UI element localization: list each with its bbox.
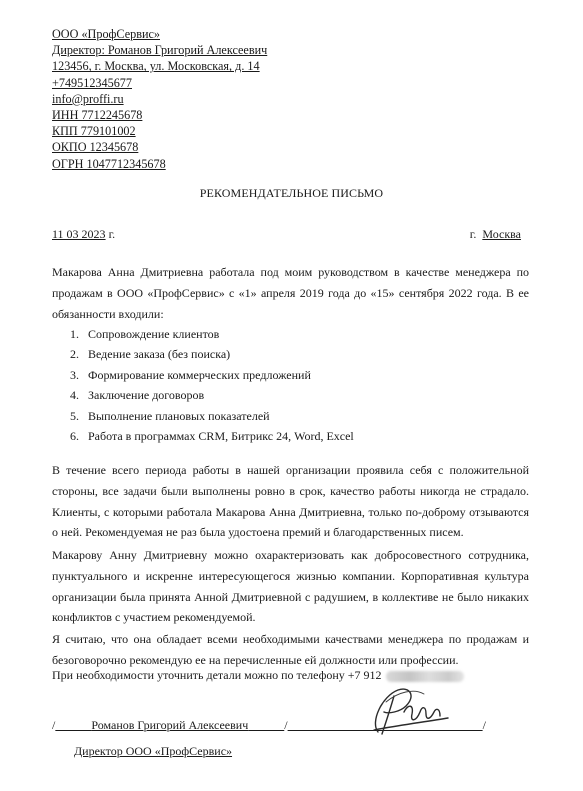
signatory-name: Романов Григорий Алексеевич [91, 718, 249, 732]
character-paragraph: Макарову Анну Дмитриевну можно охарактеризовать как добросовестного сотрудника, пунктуального и искренне интересующегося жизнью компании. Корпоративная культура организации была принята Анной Дмитриевной с радушием, в коллективе не было никаких конфликтов с участием рекомендуемой. [52, 548, 529, 625]
list-item: 1. Сопровождение клиентов [70, 327, 220, 341]
date-line [52, 227, 115, 242]
kpp-line: КПП 779101002 [52, 124, 136, 139]
sig-end-slash: / [482, 718, 486, 732]
director-line: Директор: Романов Григорий Алексеевич [52, 43, 268, 58]
date-suffix: г. [105, 227, 116, 241]
document-title: РЕКОМЕНДАТЕЛЬНОЕ ПИСЬМО [199, 186, 384, 200]
phone-line: +749512345677 [52, 75, 132, 90]
handwritten-signature [364, 682, 454, 742]
list-item: 5. Выполнение плановых показателей [70, 408, 270, 423]
city-prefix: г. [469, 227, 477, 241]
list-item: 4. Заключение договоров [70, 388, 205, 403]
city-name: Москва [482, 227, 521, 241]
date-value: 11 03 2023 [52, 227, 106, 241]
okpo-line: ОКПО 12345678 [52, 140, 139, 155]
duties-list [70, 324, 354, 446]
ogrn-line: ОГРН 1047712345678 [52, 156, 166, 171]
sig-mid-slash: / [284, 718, 288, 732]
redacted-phone [386, 671, 464, 682]
address-line: 123456, г. Москва, ул. Московская, д. 14 [52, 59, 260, 74]
email-link[interactable]: info@proffi.ru [52, 91, 124, 106]
performance-paragraph: В течение всего периода работы в нашей организации проявила себя с положительной стороны, все задачи были выполнены ровно в срок, качество работы никогда не страдало. Клиенты, с которыми работала Макарова Анна Дмитриевна, только по-доброму отзываются о ней. Рекомендуемая не раз была удостоена премий и благодарственных писем. [52, 463, 529, 540]
letterhead [52, 26, 267, 172]
intro-paragraph: Макарова Анна Дмитриевна работала под моим руководством в качестве менеджера по продажам в ООО «ПрофСервис» с «1» апреля 2019 года до «15» сентября 2022 года. В ее обязанности входили: [52, 265, 529, 321]
list-item: 2. Ведение заказа (без поиска) [70, 347, 231, 362]
contact-paragraph [52, 668, 464, 683]
list-item: 6. Работа в программах CRM, Битрикс 24, Word, Excel [70, 428, 354, 443]
recommendation-paragraph: Я считаю, что она обладает всеми необходимыми качествами менеджера по продажам и безоговорочно рекомендую ее на перечисленные ей должности или профессии. [52, 632, 529, 667]
contact-text: При необходимости уточнить детали можно по телефону +7 912 [52, 668, 382, 682]
city-line [470, 227, 521, 242]
inn-line: ИНН 7712245678 [52, 108, 143, 123]
list-item: 3. Формирование коммерческих предложений [70, 367, 311, 382]
company-name: ООО «ПрофСервис» [52, 27, 160, 41]
signatory-position: Директор ООО «ПрофСервис» [74, 744, 233, 758]
sig-lead-slash: / [52, 718, 56, 732]
sig-name-underline [55, 718, 284, 732]
